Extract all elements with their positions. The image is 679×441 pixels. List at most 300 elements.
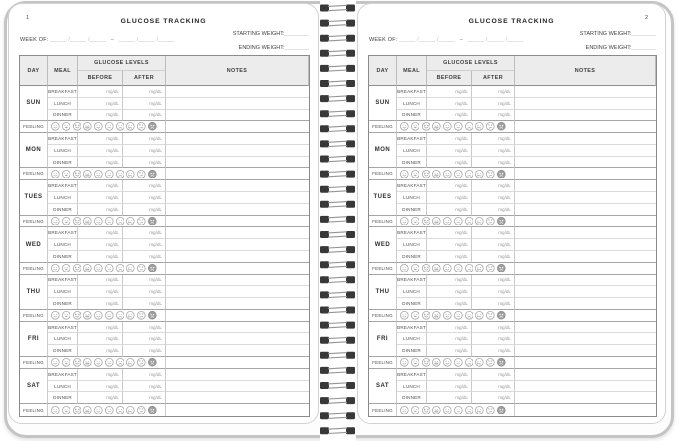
day-label-thu: THU: [20, 275, 48, 310]
feeling-scale: [397, 263, 515, 275]
glucose-after-field-breakfast: mg/dL: [123, 180, 166, 192]
glucose-before-field-dinner: mg/dL: [427, 298, 472, 310]
meal-label-dinner: DINNER: [48, 251, 78, 263]
glucose-after-field-breakfast: mg/dL: [472, 86, 515, 98]
feeling-face-slight-smile-icon: [51, 264, 60, 273]
glucose-before-field-lunch: mg/dL: [427, 239, 472, 251]
notes-field: [166, 310, 309, 322]
notes-field: [515, 333, 656, 345]
notes-field: [515, 192, 656, 204]
meal-label-breakfast: BREAKFAST: [48, 180, 78, 192]
feeling-scale: [397, 310, 515, 322]
feeling-face-frown-icon: [116, 358, 125, 367]
glucose-after-field-dinner: mg/dL: [123, 251, 166, 263]
feeling-face-open-smile-icon: [411, 217, 420, 226]
feeling-scale: [48, 168, 166, 180]
page-title: GLUCOSE TRACKING: [120, 18, 207, 25]
glucose-before-field-breakfast: mg/dL: [78, 133, 123, 145]
column-header-glucose-levels: GLUCOSE LEVELS: [78, 56, 166, 71]
meal-label-dinner: DINNER: [397, 298, 427, 310]
glucose-before-field-dinner: mg/dL: [427, 157, 472, 169]
meal-label-lunch: LUNCH: [48, 381, 78, 393]
notes-field: [515, 392, 656, 404]
day-label-wed: WED: [369, 227, 397, 262]
feeling-face-smile-icon: [443, 217, 452, 226]
meal-label-breakfast: BREAKFAST: [397, 369, 427, 381]
feeling-face-worried-icon: [137, 170, 146, 179]
feeling-face-grinning-icon: [432, 264, 441, 273]
day-label-tues: TUES: [20, 180, 48, 215]
feeling-face-frown-icon: [116, 122, 125, 131]
feeling-face-neutral-icon: [105, 264, 114, 273]
feeling-face-crying-icon: [475, 217, 484, 226]
notes-field: [166, 227, 309, 239]
feeling-face-grinning-icon: [432, 311, 441, 320]
glucose-before-field-dinner: mg/dL: [427, 345, 472, 357]
feeling-face-worried-icon: [486, 358, 495, 367]
feeling-face-neutral-icon: [105, 358, 114, 367]
feeling-face-grinning-icon: [83, 122, 92, 131]
feeling-face-slight-smile-icon: [51, 358, 60, 367]
ending-weight-field: ENDING WEIGHT:________: [238, 45, 309, 51]
notes-field: [166, 168, 309, 180]
glucose-before-field-lunch: mg/dL: [427, 381, 472, 393]
notes-field: [515, 286, 656, 298]
feeling-face-worried-icon: [137, 406, 146, 415]
feeling-face-frown-icon: [116, 311, 125, 320]
glucose-before-field-breakfast: mg/dL: [78, 227, 123, 239]
column-header-notes: NOTES: [515, 56, 656, 86]
glucose-before-field-lunch: mg/dL: [78, 381, 123, 393]
column-header-meal: MEAL: [48, 56, 78, 86]
feeling-label: FEELING: [20, 121, 48, 133]
glucose-before-field-breakfast: mg/dL: [427, 369, 472, 381]
feeling-face-grinning-icon: [83, 264, 92, 273]
column-header-notes: NOTES: [166, 56, 309, 86]
feeling-face-frown-icon: [465, 122, 474, 131]
notes-field: [166, 381, 309, 393]
feeling-face-crying-icon: [126, 311, 135, 320]
week-of-field: [369, 37, 524, 43]
glucose-after-field-lunch: mg/dL: [472, 381, 515, 393]
glucose-after-field-lunch: mg/dL: [472, 333, 515, 345]
glucose-before-field-dinner: mg/dL: [427, 251, 472, 263]
column-header-day: DAY: [20, 56, 48, 86]
glucose-after-field-lunch: mg/dL: [123, 333, 166, 345]
feeling-scale: [48, 404, 166, 416]
feeling-face-open-smile-icon: [62, 122, 71, 131]
glucose-after-field-lunch: mg/dL: [472, 239, 515, 251]
glucose-after-field-breakfast: mg/dL: [123, 322, 166, 334]
notes-field: [515, 227, 656, 239]
glucose-before-field-dinner: mg/dL: [427, 110, 472, 122]
feeling-scale: [48, 121, 166, 133]
notes-field: [515, 322, 656, 334]
glucose-after-field-lunch: mg/dL: [472, 98, 515, 110]
feeling-face-crying-icon: [475, 170, 484, 179]
notes-field: [515, 310, 656, 322]
feeling-face-frown-icon: [465, 311, 474, 320]
glucose-after-field-dinner: mg/dL: [123, 204, 166, 216]
glucose-before-field-dinner: mg/dL: [78, 345, 123, 357]
glucose-after-field-breakfast: mg/dL: [472, 369, 515, 381]
feeling-face-slight-smile-icon: [400, 264, 409, 273]
glucose-after-field-breakfast: mg/dL: [123, 227, 166, 239]
notes-field: [515, 216, 656, 228]
glucose-before-field-breakfast: mg/dL: [427, 227, 472, 239]
glucose-after-field-dinner: mg/dL: [472, 298, 515, 310]
feeling-face-grinning-icon: [432, 358, 441, 367]
glucose-after-field-dinner: mg/dL: [472, 392, 515, 404]
feeling-face-worried-icon: [486, 406, 495, 415]
notes-field: [166, 180, 309, 192]
day-label-fri: FRI: [20, 322, 48, 357]
notes-field: [166, 392, 309, 404]
meal-label-breakfast: BREAKFAST: [48, 133, 78, 145]
feeling-face-neutral-icon: [105, 311, 114, 320]
glucose-after-field-lunch: mg/dL: [123, 98, 166, 110]
notes-field: [515, 133, 656, 145]
glucose-before-field-breakfast: mg/dL: [427, 180, 472, 192]
feeling-face-open-smile-icon: [411, 122, 420, 131]
feeling-scale: [48, 263, 166, 275]
glucose-before-field-breakfast: mg/dL: [427, 133, 472, 145]
day-label-tues: TUES: [369, 180, 397, 215]
meal-label-dinner: DINNER: [48, 110, 78, 122]
meal-label-dinner: DINNER: [48, 157, 78, 169]
glucose-before-field-lunch: mg/dL: [78, 145, 123, 157]
starting-weight-field: STARTING WEIGHT:________: [232, 31, 309, 37]
notes-field: [515, 204, 656, 216]
tracker-table: [19, 55, 310, 417]
notes-field: [166, 121, 309, 133]
meal-label-lunch: LUNCH: [397, 98, 427, 110]
meal-label-lunch: LUNCH: [48, 239, 78, 251]
feeling-face-grinning-icon: [83, 358, 92, 367]
feeling-face-open-smile-icon: [62, 170, 71, 179]
feeling-label: FEELING: [369, 263, 397, 275]
glucose-after-field-dinner: mg/dL: [123, 157, 166, 169]
feeling-face-neutral-icon: [454, 122, 463, 131]
feeling-face-neutral-icon: [454, 264, 463, 273]
glucose-before-field-lunch: mg/dL: [427, 192, 472, 204]
feeling-face-crying-icon: [475, 122, 484, 131]
week-range-separator: –: [110, 37, 115, 43]
notes-field: [166, 110, 309, 122]
feeling-scale: [397, 404, 515, 416]
column-header-glucose-levels: GLUCOSE LEVELS: [427, 56, 515, 71]
feeling-face-worried-icon: [486, 217, 495, 226]
meal-label-lunch: LUNCH: [48, 145, 78, 157]
glucose-before-field-lunch: mg/dL: [427, 98, 472, 110]
glucose-before-field-dinner: mg/dL: [427, 392, 472, 404]
notes-field: [166, 133, 309, 145]
feeling-face-slight-smile-icon: [400, 170, 409, 179]
day-label-sun: SUN: [369, 86, 397, 121]
notes-field: [515, 263, 656, 275]
glucose-before-field-dinner: mg/dL: [427, 204, 472, 216]
meal-label-lunch: LUNCH: [397, 192, 427, 204]
feeling-face-smile-icon: [94, 264, 103, 273]
feeling-face-slight-smile-icon: [400, 406, 409, 415]
feeling-face-angry-icon: [497, 311, 506, 320]
feeling-face-smile-icon: [443, 358, 452, 367]
feeling-scale: [397, 168, 515, 180]
glucose-after-field-lunch: mg/dL: [472, 286, 515, 298]
feeling-face-open-smile-icon: [411, 170, 420, 179]
glucose-before-field-breakfast: mg/dL: [427, 86, 472, 98]
page-number: 2: [644, 15, 648, 21]
page-right: [357, 3, 666, 424]
feeling-face-slight-smile-icon: [400, 311, 409, 320]
feeling-face-slight-smile-icon: [51, 122, 60, 131]
meal-label-dinner: DINNER: [397, 345, 427, 357]
page-number: 1: [26, 15, 30, 21]
meal-label-breakfast: BREAKFAST: [397, 227, 427, 239]
feeling-face-laughing-icon: [422, 217, 431, 226]
day-label-mon: MON: [20, 133, 48, 168]
meal-label-lunch: LUNCH: [48, 286, 78, 298]
glucose-after-field-dinner: mg/dL: [472, 345, 515, 357]
day-label-sat: SAT: [20, 369, 48, 404]
meal-label-breakfast: BREAKFAST: [397, 180, 427, 192]
glucose-after-field-lunch: mg/dL: [123, 286, 166, 298]
feeling-face-open-smile-icon: [62, 406, 71, 415]
feeling-face-grinning-icon: [83, 311, 92, 320]
notes-field: [166, 204, 309, 216]
feeling-face-laughing-icon: [422, 122, 431, 131]
meal-label-dinner: DINNER: [397, 110, 427, 122]
feeling-face-slight-smile-icon: [400, 358, 409, 367]
feeling-label: FEELING: [20, 216, 48, 228]
week-end-blank: _____ /_____ /_____: [467, 37, 524, 43]
feeling-face-grinning-icon: [432, 122, 441, 131]
glucose-after-field-dinner: mg/dL: [123, 345, 166, 357]
feeling-face-slight-smile-icon: [51, 311, 60, 320]
feeling-face-laughing-icon: [422, 170, 431, 179]
notes-field: [515, 121, 656, 133]
notes-field: [166, 333, 309, 345]
feeling-face-open-smile-icon: [411, 264, 420, 273]
feeling-face-slight-smile-icon: [400, 122, 409, 131]
notes-field: [515, 275, 656, 287]
feeling-face-crying-icon: [126, 358, 135, 367]
feeling-face-smile-icon: [94, 217, 103, 226]
meal-label-dinner: DINNER: [397, 204, 427, 216]
feeling-face-laughing-icon: [422, 311, 431, 320]
page-title: GLUCOSE TRACKING: [468, 18, 555, 25]
glucose-after-field-dinner: mg/dL: [472, 251, 515, 263]
feeling-face-frown-icon: [465, 358, 474, 367]
meal-label-lunch: LUNCH: [397, 145, 427, 157]
meal-label-lunch: LUNCH: [397, 381, 427, 393]
week-of-field: [20, 37, 175, 43]
feeling-face-crying-icon: [475, 358, 484, 367]
meal-label-dinner: DINNER: [48, 345, 78, 357]
week-of-label: WEEK OF:: [20, 37, 49, 43]
glucose-after-field-breakfast: mg/dL: [123, 275, 166, 287]
feeling-face-slight-smile-icon: [51, 406, 60, 415]
feeling-face-worried-icon: [137, 311, 146, 320]
meal-label-breakfast: BREAKFAST: [48, 86, 78, 98]
meal-label-breakfast: BREAKFAST: [48, 369, 78, 381]
day-label-fri: FRI: [369, 322, 397, 357]
meal-label-breakfast: BREAKFAST: [48, 227, 78, 239]
feeling-face-frown-icon: [116, 170, 125, 179]
feeling-face-crying-icon: [126, 122, 135, 131]
feeling-face-smile-icon: [443, 264, 452, 273]
feeling-face-angry-icon: [497, 406, 506, 415]
feeling-face-smile-icon: [443, 311, 452, 320]
feeling-face-neutral-icon: [454, 311, 463, 320]
spiral-binding-icon: [316, 0, 360, 441]
feeling-face-neutral-icon: [105, 170, 114, 179]
glucose-before-field-dinner: mg/dL: [78, 110, 123, 122]
column-header-after: AFTER: [472, 71, 515, 86]
meal-label-breakfast: BREAKFAST: [397, 322, 427, 334]
feeling-label: FEELING: [20, 310, 48, 322]
ending-weight-field: ENDING WEIGHT:________: [585, 45, 656, 51]
notes-field: [515, 86, 656, 98]
feeling-face-worried-icon: [137, 264, 146, 273]
glucose-after-field-breakfast: mg/dL: [472, 133, 515, 145]
glucose-after-field-breakfast: mg/dL: [472, 227, 515, 239]
glucose-after-field-breakfast: mg/dL: [472, 275, 515, 287]
meal-label-dinner: DINNER: [397, 392, 427, 404]
meal-label-breakfast: BREAKFAST: [397, 133, 427, 145]
feeling-face-angry-icon: [497, 217, 506, 226]
column-header-before: BEFORE: [78, 71, 123, 86]
feeling-face-worried-icon: [137, 358, 146, 367]
column-header-day: DAY: [369, 56, 397, 86]
notes-field: [166, 357, 309, 369]
feeling-face-laughing-icon: [422, 358, 431, 367]
feeling-label: FEELING: [20, 357, 48, 369]
feeling-face-smile-icon: [94, 311, 103, 320]
feeling-label: FEELING: [369, 357, 397, 369]
day-label-mon: MON: [369, 133, 397, 168]
feeling-face-slight-smile-icon: [51, 170, 60, 179]
feeling-face-neutral-icon: [454, 358, 463, 367]
feeling-face-crying-icon: [126, 264, 135, 273]
meal-label-dinner: DINNER: [48, 298, 78, 310]
glucose-after-field-dinner: mg/dL: [123, 392, 166, 404]
feeling-face-neutral-icon: [454, 170, 463, 179]
meal-label-dinner: DINNER: [48, 392, 78, 404]
glucose-before-field-lunch: mg/dL: [78, 286, 123, 298]
notes-field: [515, 110, 656, 122]
feeling-scale: [48, 310, 166, 322]
feeling-scale: [48, 216, 166, 228]
feeling-face-worried-icon: [486, 122, 495, 131]
feeling-face-angry-icon: [497, 170, 506, 179]
starting-weight-field: STARTING WEIGHT:________: [579, 31, 656, 37]
glucose-before-field-dinner: mg/dL: [78, 157, 123, 169]
feeling-face-frown-icon: [465, 217, 474, 226]
glucose-after-field-lunch: mg/dL: [123, 381, 166, 393]
day-label-wed: WED: [20, 227, 48, 262]
week-start-blank: _____ /_____ /_____: [50, 37, 107, 43]
feeling-face-grinning-icon: [83, 217, 92, 226]
feeling-face-laughing-icon: [73, 406, 82, 415]
glucose-before-field-breakfast: mg/dL: [78, 86, 123, 98]
feeling-face-laughing-icon: [422, 264, 431, 273]
glucose-after-field-breakfast: mg/dL: [123, 86, 166, 98]
feeling-face-crying-icon: [126, 170, 135, 179]
day-label-sun: SUN: [20, 86, 48, 121]
meal-label-breakfast: BREAKFAST: [397, 86, 427, 98]
glucose-before-field-breakfast: mg/dL: [78, 180, 123, 192]
meal-label-lunch: LUNCH: [397, 286, 427, 298]
glucose-after-field-breakfast: mg/dL: [123, 369, 166, 381]
feeling-label: FEELING: [369, 404, 397, 416]
feeling-face-neutral-icon: [454, 217, 463, 226]
feeling-label: FEELING: [369, 310, 397, 322]
notes-field: [166, 157, 309, 169]
glucose-after-field-breakfast: mg/dL: [472, 180, 515, 192]
glucose-after-field-lunch: mg/dL: [123, 192, 166, 204]
feeling-face-frown-icon: [465, 264, 474, 273]
feeling-face-angry-icon: [148, 358, 157, 367]
glucose-before-field-breakfast: mg/dL: [78, 369, 123, 381]
feeling-face-slight-smile-icon: [400, 217, 409, 226]
feeling-face-neutral-icon: [454, 406, 463, 415]
glucose-before-field-dinner: mg/dL: [78, 298, 123, 310]
feeling-scale: [397, 216, 515, 228]
notes-field: [515, 251, 656, 263]
feeling-face-smile-icon: [94, 122, 103, 131]
feeling-face-laughing-icon: [73, 122, 82, 131]
feeling-face-laughing-icon: [73, 217, 82, 226]
meal-label-lunch: LUNCH: [48, 98, 78, 110]
glucose-after-field-breakfast: mg/dL: [123, 133, 166, 145]
meal-label-dinner: DINNER: [397, 157, 427, 169]
glucose-after-field-breakfast: mg/dL: [472, 322, 515, 334]
feeling-face-smile-icon: [443, 170, 452, 179]
day-label-thu: THU: [369, 275, 397, 310]
feeling-face-slight-smile-icon: [51, 217, 60, 226]
feeling-face-neutral-icon: [105, 217, 114, 226]
glucose-after-field-dinner: mg/dL: [472, 204, 515, 216]
glucose-after-field-lunch: mg/dL: [123, 239, 166, 251]
feeling-face-grinning-icon: [83, 406, 92, 415]
feeling-face-frown-icon: [116, 217, 125, 226]
feeling-face-angry-icon: [148, 122, 157, 131]
feeling-face-smile-icon: [94, 170, 103, 179]
meal-label-breakfast: BREAKFAST: [48, 322, 78, 334]
glucose-after-field-dinner: mg/dL: [472, 157, 515, 169]
feeling-label: FEELING: [20, 404, 48, 416]
notes-field: [166, 369, 309, 381]
notes-field: [166, 86, 309, 98]
feeling-face-laughing-icon: [73, 358, 82, 367]
feeling-face-frown-icon: [465, 170, 474, 179]
feeling-face-worried-icon: [137, 122, 146, 131]
feeling-label: FEELING: [369, 168, 397, 180]
feeling-face-angry-icon: [148, 170, 157, 179]
feeling-face-smile-icon: [443, 122, 452, 131]
glucose-after-field-lunch: mg/dL: [472, 192, 515, 204]
feeling-face-grinning-icon: [432, 170, 441, 179]
notes-field: [515, 345, 656, 357]
notes-field: [166, 192, 309, 204]
feeling-face-crying-icon: [475, 311, 484, 320]
feeling-face-angry-icon: [497, 264, 506, 273]
week-start-blank: _____ /_____ /_____: [399, 37, 456, 43]
notes-field: [166, 239, 309, 251]
glucose-before-field-breakfast: mg/dL: [427, 322, 472, 334]
notes-field: [166, 322, 309, 334]
